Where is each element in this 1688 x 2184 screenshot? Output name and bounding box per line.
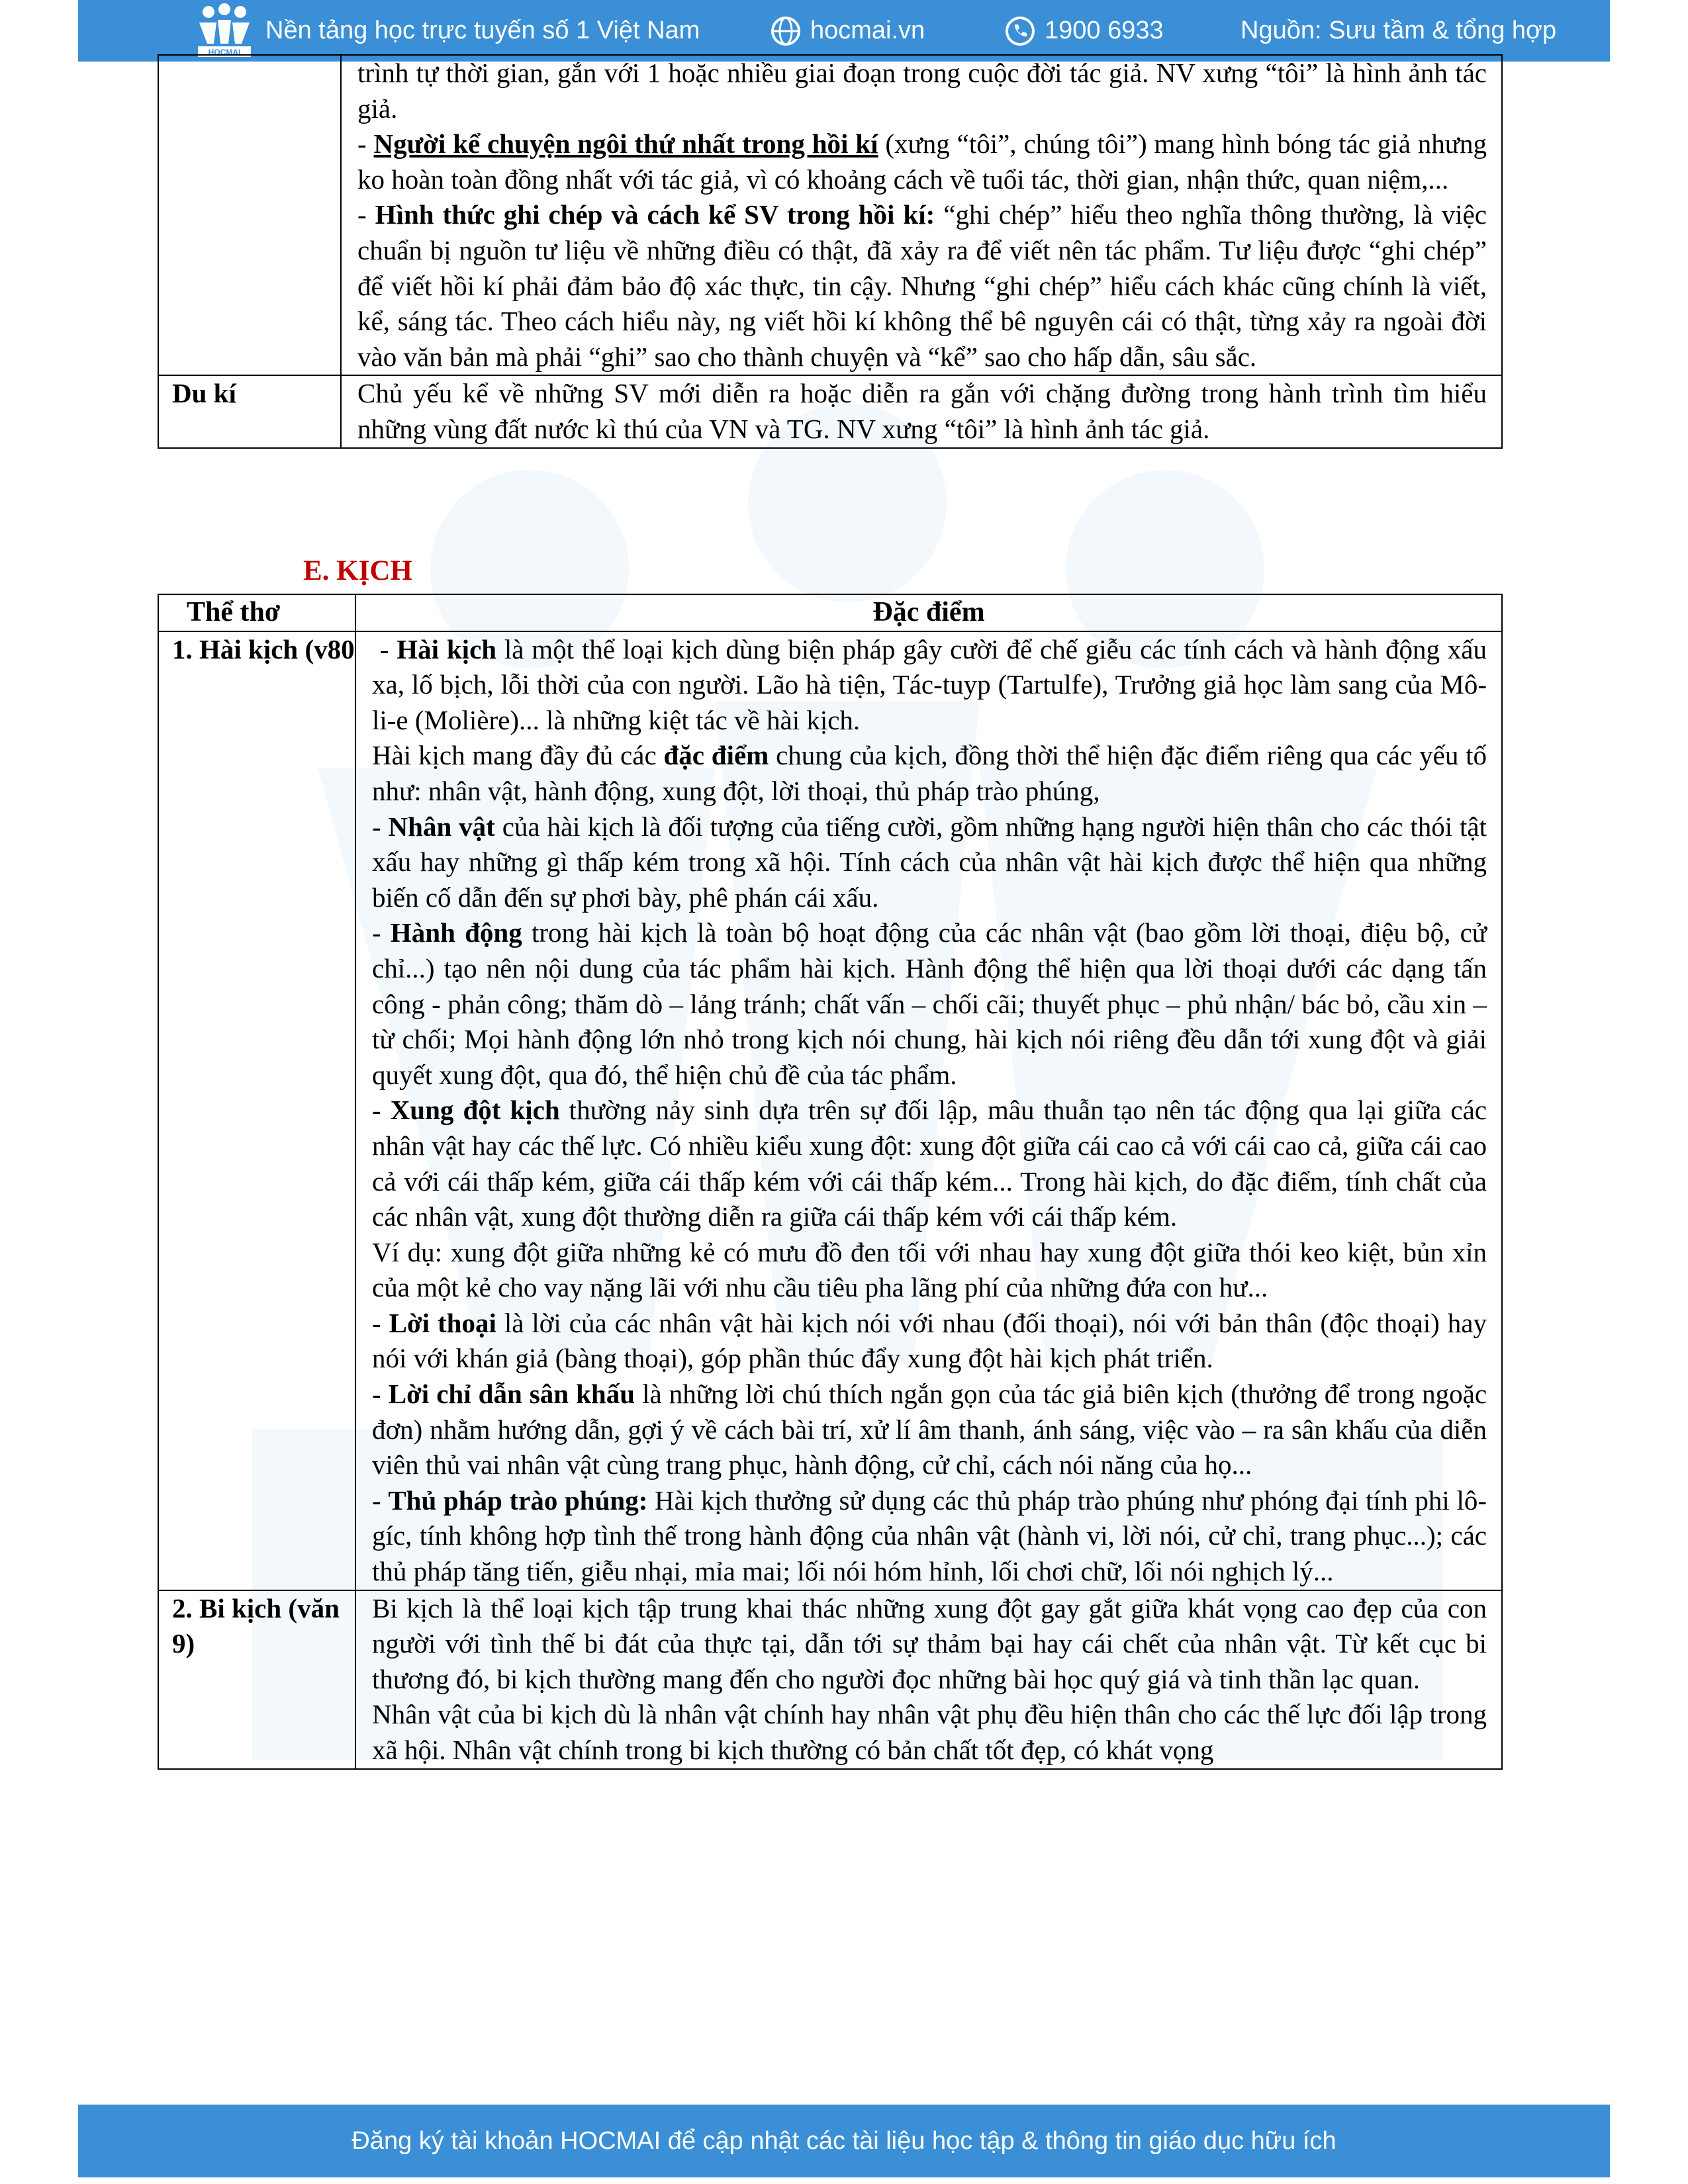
cell-hai-kich-label: 1. Hài kịch (v80 xyxy=(158,631,355,1590)
logo-text: HOCMAI xyxy=(208,48,241,57)
cell-bi-kich-label: 2. Bi kịch (văn 9) xyxy=(158,1590,355,1769)
hai-kich-p1-label: Hài kịch xyxy=(397,633,497,664)
hoi-ki-p3-label: Hình thức ghi chép và cách kể SV trong hồi kí: xyxy=(375,199,935,230)
table-ki-continued xyxy=(158,54,1503,449)
globe-icon xyxy=(771,16,801,46)
hocmai-logo-icon xyxy=(194,3,255,58)
table-row-bi-kich xyxy=(158,1590,1502,1769)
cell-bi-kich-content xyxy=(355,1590,1502,1769)
hai-kich-p6: Ví dụ: xung đột giữa những kẻ có mưu đồ đen tối với nhau hay xung đột giữa thói keo kiệt, bủn xỉn của một kẻ cho vay nặng lãi với nhu cầu tiêu pha lãng phí của những đứa con hư... xyxy=(372,1236,1487,1303)
hoi-ki-p3-text: “ghi chép” hiểu theo nghĩa thông thường, là việc chuẩn bị nguồn tư liệu về những điều có thật, đã xảy ra để viết nên tác phẩm. Tư liệu được “ghi chép” để viết hồi kí phải đảm bảo độ xác thực, tin cậy. Nhưng “ghi chép” hiểu cách khác cũng chính là viết, kể, sáng tác. Theo cách hiểu này, ng viết hồi kí không thể bê nguyên cái có thật, từng xảy ra ngoài đời vào văn bản mà phải “ghi” sao cho thành chuyện và “kể” sao cho hấp dẫn, sâu sắc. xyxy=(357,199,1487,372)
phone-text[interactable]: 1900 6933 xyxy=(1045,17,1164,44)
header-banner xyxy=(78,0,1610,62)
hai-kich-p9: - Thủ pháp trào phúng: Hài kịch thưởng sử dụng các thủ pháp trào phúng như phóng đại tính phi lô-gíc, tính không hợp tình thế trong hành động của nhân vật (hành vi, lời nói, cử chỉ, trang phục...); các thủ pháp tăng tiến, giễu nhại, mỉa mai; lối nói hóm hỉnh, lối chơi chữ, lối nói nghịch lý... xyxy=(372,1484,1487,1587)
footer-text[interactable]: Đăng ký tài khoản HOCMAI để cập nhật các tài liệu học tập & thông tin giáo dục hữu ích xyxy=(352,2126,1336,2155)
hai-kich-p9-label: Thủ pháp trào phúng: xyxy=(388,1484,648,1516)
col-header-the-tho: Thể thơ xyxy=(158,594,355,631)
hai-kich-p8-label: Lời chỉ dẫn sân khấu xyxy=(388,1379,635,1410)
cell-du-ki-label: Du kí xyxy=(158,375,341,447)
header-source: Nguồn: Sưu tầm & tổng hợp xyxy=(1241,17,1557,44)
hai-kich-p7-text: là lời của các nhân vật hài kịch nói với nhau (đối thoại), nói với bản thân (độc thoại) hay nói với khán giả (bàng thoại), góp phần thúc đẩy xung đột hài kịch phát triển. xyxy=(372,1307,1487,1374)
cell-hai-kich-content xyxy=(355,631,1502,1590)
hai-kich-p1-text: là một thể loại kịch dùng biện pháp gây cười để chế giễu các tính cách và hành động xấu xa, lố bịch, lỗi thời của con người. Lão hà tiện, Tác-tuyp (Tartulfe), Trưởng giả học làm sang của Mô-li-e (Molière)... là những kiệt tác về hài kịch. xyxy=(372,633,1487,735)
hoi-ki-p2-label: Người kể chuyện ngôi thứ nhất trong hồi kí xyxy=(373,128,878,159)
hoi-ki-p1: trình tự thời gian, gắn với 1 hoặc nhiều giai đoạn trong cuộc đời tác giả. NV xưng “tôi” là hình ảnh tác giả. xyxy=(357,58,1487,124)
bi-kich-p1: Bi kịch là thể loại kịch tập trung khai thác những xung đột gay gắt giữa khát vọng cao đẹp của con người với tình thế bi đát của thực tại, dẫn tới sự thảm bại hay cái chết của nhân vật. Từ kết cục bi thương đó, bi kịch thường mang đến cho người đọc những bài học quý giá và tinh thần lạc quan. xyxy=(372,1592,1487,1694)
hai-kich-p2-label: đặc điểm xyxy=(663,740,769,771)
phone-icon xyxy=(1005,16,1035,46)
hai-kich-p8: - Lời chỉ dẫn sân khấu là những lời chú thích ngắn gọn của tác giả biên kịch (thưởng để trong ngoặc đơn) nhằm hướng dẫn, gợi ý về cách bài trí, xử lí âm thanh, ánh sáng, việc vào – ra sân khấu của diễn viên thủ vai nhân vật cùng trang phục, hành động, cử chỉ, cách nói năng của họ... xyxy=(372,1379,1487,1480)
footer-banner[interactable] xyxy=(78,2105,1610,2177)
website-text[interactable]: hocmai.vn xyxy=(810,17,925,44)
col-header-dac-diem: Đặc điểm xyxy=(355,594,1502,631)
hai-kich-p3: - Nhân vật của hài kịch là đối tượng của tiếng cười, gồm những hạng người hiện thân cho các thói tật xấu hay những gì thấp kém trong xã hội. Tính cách của nhân vật hài kịch được thể hiện qua những biến cố dẫn đến sự phơi bày, phê phán cái xấu. xyxy=(372,811,1487,913)
hai-kich-p2-text: chung của kịch, đồng thời thể hiện đặc điểm riêng qua các yếu tố như: nhân vật, hành động, xung đột, lời thoại, thủ pháp trào phúng, xyxy=(372,740,1487,806)
hai-kich-p4-text: trong hài kịch là toàn bộ hoạt động của các nhân vật (bao gồm lời thoại, điệu bộ, cử chỉ...) tạo nên nội dung của tác phẩm hài kịch. Hành động thể hiện qua lời thoại dưới các dạng tấn công - phản công; thăm dò – lảng tránh; chất vấn – chối cãi; thuyết phục – phủ nhận/ bác bỏ, cầu xin – từ chối; Mọi hành động lớn nhỏ trong kịch nói chung, hài kịch nói riêng đều dẫn tới xung đột và giải quyết xung đột, qua đó, thể hiện chủ đề của tác phẩm. xyxy=(372,917,1487,1090)
table-kich xyxy=(158,594,1503,1770)
hai-kich-p9-text: Hài kịch thưởng sử dụng các thủ pháp trào phúng như phóng đại tính phi lô-gíc, tính không hợp tình thế trong hành động của nhân vật (hành vi, lời nói, cử chỉ, trang phục...); các thủ pháp tăng tiến, giễu nhại, mỉa mai; lối nói hóm hỉnh, lối chơi chữ, lối nói nghịch lý... xyxy=(372,1484,1487,1587)
hai-kich-p2 xyxy=(372,738,1487,809)
hai-kich-p5-text: thường nảy sinh dựa trên sự đối lập, mâu thuẫn tạo nên tác động qua lại giữa các nhân vật hay các thế lực. Có nhiều kiểu xung đột: xung đột giữa cái cao cả với cái cao cả, giữa cái cao cả với cái thấp kém, giữa cái thấp kém với cái thấp kém... Trong hài kịch, do đặc điểm, tính chất của các nhân vật, xung đột thường diễn ra giữa cái thấp kém với cái thấp kém. xyxy=(372,1095,1487,1232)
hai-kich-p7-label: Lời thoại xyxy=(389,1307,496,1338)
header-phone[interactable] xyxy=(1005,0,1164,62)
table-header-row xyxy=(158,594,1502,631)
hoi-ki-p2: - Người kể chuyện ngôi thứ nhất trong hồi kí (xưng “tôi”, chúng tôi”) mang hình bóng tác giả nhưng ko hoàn toàn đồng nhất với tác giả, vì có khoảng cách về tuổi tác, thời gian, nhận thức, quan niệm,... xyxy=(357,128,1487,195)
table-row-du-ki xyxy=(158,375,1502,447)
header-website[interactable] xyxy=(771,0,925,62)
hai-kich-p4-label: Hành động xyxy=(390,917,522,948)
hai-kich-p4: - Hành động trong hài kịch là toàn bộ hoạt động của các nhân vật (bao gồm lời thoại, điệu bộ, cử chỉ...) tạo nên nội dung của tác phẩm hài kịch. Hành động thể hiện qua lời thoại dưới các dạng tấn công - phản công; thăm dò – lảng tránh; chất vấn – chối cãi; thuyết phục – phủ nhận/ bác bỏ, cầu xin – từ chối; Mọi hành động lớn nhỏ trong kịch nói chung, hài kịch nói riêng đều dẫn tới xung đột và giải quyết xung đột, qua đó, thể hiện chủ đề của tác phẩm. xyxy=(372,917,1487,1090)
cell-label-empty xyxy=(158,55,341,375)
table-row-hoi-ki xyxy=(158,55,1502,375)
hoi-ki-p3: - Hình thức ghi chép và cách kể SV trong hồi kí: “ghi chép” hiểu theo nghĩa thông thường, là việc chuẩn bị nguồn tư liệu về những điều có thật, đã xảy ra để viết nên tác phẩm. Tư liệu được “ghi chép” để viết hồi kí phải đảm bảo độ xác thực, tin cậy. Nhưng “ghi chép” hiểu cách khác cũng chính là viết, kể, sáng tác. Theo cách hiểu này, ng viết hồi kí không thể bê nguyên cái có thật, từng xảy ra ngoài đời vào văn bản mà phải “ghi” sao cho thành chuyện và “kể” sao cho hấp dẫn, sâu sắc. xyxy=(357,199,1487,372)
hai-kich-p7: - Lời thoại là lời của các nhân vật hài kịch nói với nhau (đối thoại), nói với bản thân (độc thoại) hay nói với khán giả (bàng thoại), góp phần thúc đẩy xung đột hài kịch phát triển. xyxy=(372,1307,1487,1374)
hai-kich-p8-text: là những lời chú thích ngắn gọn của tác giả biên kịch (thưởng để trong ngoặc đơn) nhằm hướng dẫn, gợi ý về cách bài trí, xử lí âm thanh, ánh sáng, việc vào – ra sân khấu của diễn viên thủ vai nhân vật cùng trang phục, hành động, cử chỉ, cách nói năng của họ... xyxy=(372,1379,1487,1480)
table-row-hai-kich xyxy=(158,631,1502,1590)
cell-du-ki-content: Chủ yếu kể về những SV mới diễn ra hoặc diễn ra gắn với chặng đường trong hành trình tìm hiểu những vùng đất nước kì thú của VN và TG. NV xưng “tôi” là hình ảnh tác giả. xyxy=(341,375,1502,447)
hai-kich-p5-label: Xung đột kịch xyxy=(390,1095,560,1126)
section-title-kich: E. KỊCH xyxy=(303,555,412,586)
hoi-ki-p2-text: (xưng “tôi”, chúng tôi”) mang hình bóng tác giả nhưng ko hoàn toàn đồng nhất với tác giả, vì có khoảng cách về tuổi tác, thời gian, nhận thức, quan niệm,... xyxy=(357,128,1487,195)
hai-kich-p1: - Hài kịch là một thể loại kịch dùng biện pháp gây cười để chế giễu các tính cách và hành động xấu xa, lố bịch, lỗi thời của con người. Lão hà tiện, Tác-tuyp (Tartulfe), Trưởng giả học làm sang của Mô-li-e (Molière)... là những kiệt tác về hài kịch. xyxy=(372,633,1487,735)
header-slogan: Nền tảng học trực tuyến số 1 Việt Nam xyxy=(265,17,700,44)
hai-kich-p2-pre: Hài kịch mang đầy đủ các xyxy=(372,740,664,771)
cell-hoi-ki-content xyxy=(341,55,1502,375)
hai-kich-p3-label: Nhân vật xyxy=(388,811,495,842)
bi-kich-p2: Nhân vật của bi kịch dù là nhân vật chính hay nhân vật phụ đều hiện thân cho các thế lực đối lập trong xã hội. Nhân vật chính trong bi kịch thường có bản chất tốt đẹp, có khát vọng xyxy=(372,1699,1487,1765)
hai-kich-p5: - Xung đột kịch thường nảy sinh dựa trên sự đối lập, mâu thuẫn tạo nên tác động qua lại giữa các nhân vật hay các thế lực. Có nhiều kiểu xung đột: xung đột giữa cái cao cả với cái cao cả, giữa cái cao cả với cái thấp kém, giữa cái thấp kém với cái thấp kém... Trong hài kịch, do đặc điểm, tính chất của các nhân vật, xung đột thường diễn ra giữa cái thấp kém với cái thấp kém. xyxy=(372,1095,1487,1232)
hai-kich-p3-text: của hài kịch là đối tượng của tiếng cười, gồm những hạng người hiện thân cho các thói tật xấu hay những gì thấp kém trong xã hội. Tính cách của nhân vật hài kịch được thể hiện qua những biến cố dẫn đến sự phơi bày, phê phán cái xấu. xyxy=(372,811,1487,913)
